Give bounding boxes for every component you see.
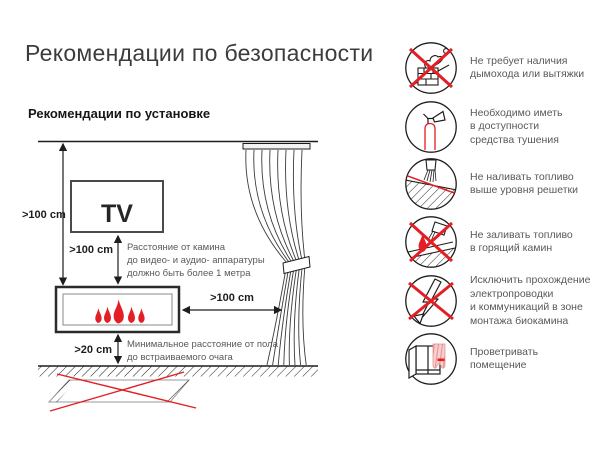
safety-item-text: Исключить прохождение электропроводки и коммуникаций в зоне монтажа биокамина xyxy=(470,274,591,327)
list-item xyxy=(403,98,563,156)
safety-item-text: Не заливать топливо в горящий камин xyxy=(470,228,573,254)
safety-list xyxy=(403,35,600,445)
no-refuel-burning-icon xyxy=(403,214,459,270)
floor-hatching xyxy=(38,367,318,377)
safety-item-text: Необходимо иметь в доступности средства тушения xyxy=(470,106,563,146)
fireplace xyxy=(56,287,179,332)
forbidden-rug xyxy=(49,372,196,411)
no-wiring-icon xyxy=(403,273,459,329)
svg-text:должно быть более 1 метра: должно быть более 1 метра xyxy=(127,268,251,279)
list-item xyxy=(403,272,590,330)
fuel-level-icon xyxy=(403,156,459,212)
svg-text:Минимальное расстояние от пола: Минимальное расстояние от пола xyxy=(127,339,278,350)
safety-item-text: Не требует наличия дымохода или вытяжки xyxy=(470,54,585,80)
fire-extinguisher-icon xyxy=(403,99,459,155)
installation-diagram xyxy=(0,128,400,450)
section-title: Рекомендации по установке xyxy=(28,106,211,121)
tv-label: TV xyxy=(101,200,133,228)
svg-text:Расстояние от камина: Расстояние от камина xyxy=(127,242,226,253)
curtain-distance-label: >100 cm xyxy=(210,292,254,304)
safety-item-text: Не наливать топливо выше уровня решетки xyxy=(470,170,578,196)
ventilate-room-icon xyxy=(403,331,459,387)
floor-distance-label: >20 cm xyxy=(74,344,112,356)
list-item xyxy=(403,155,578,213)
tv-distance-note xyxy=(127,242,265,279)
tv-distance-label: >100 cm xyxy=(69,244,113,256)
safety-item-text: Проветривать помещение xyxy=(470,345,539,371)
floor-distance-note xyxy=(127,339,279,363)
list-item xyxy=(403,213,573,271)
page-title: Рекомендации по безопасности xyxy=(25,40,374,66)
curtain-rod xyxy=(243,144,310,150)
ceiling-distance-label: >100 cm xyxy=(22,209,66,221)
no-chimney-icon xyxy=(403,40,459,96)
svg-text:до встраиваемого очага: до встраиваемого очага xyxy=(127,352,233,363)
list-item xyxy=(403,330,538,388)
list-item xyxy=(403,39,584,97)
svg-text:до видео- и аудио- аппаратуры: до видео- и аудио- аппаратуры xyxy=(127,255,265,266)
